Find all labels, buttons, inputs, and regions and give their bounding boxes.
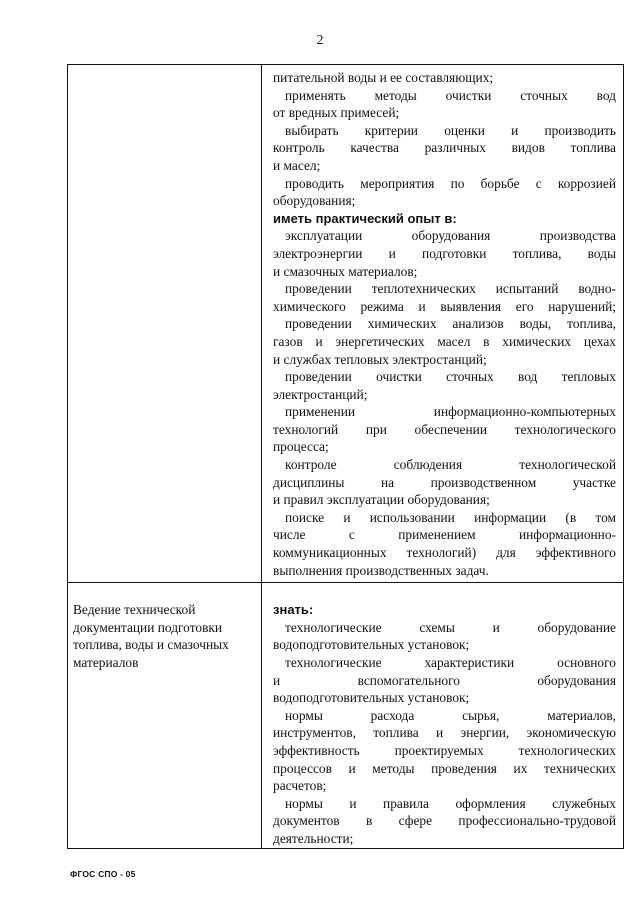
text-line: выбирать критерии оценки и производить <box>285 122 616 138</box>
row1-left-text <box>68 65 261 83</box>
row1-right-text <box>262 65 623 582</box>
section-heading: знать: <box>273 602 314 618</box>
text-line: дисциплины на производственном участке <box>273 474 616 490</box>
text-line: и правил эксплуатации оборудования; <box>273 492 490 508</box>
text-line: контроль качества различных видов топлива <box>273 140 616 156</box>
table-cell-right <box>262 583 624 848</box>
section-title-line: материалов <box>73 655 139 670</box>
text-line: и вспомогательного оборудования <box>273 672 616 688</box>
table-row <box>68 583 624 848</box>
text-line: технологические схемы и оборудование <box>285 619 616 635</box>
text-line: расчетов; <box>273 778 327 794</box>
text-line: технологические характеристики основного <box>285 655 616 670</box>
text-line: документов в сфере профессионально-трудовой <box>273 813 616 829</box>
text-line: водоподготовительных установок; <box>273 690 470 706</box>
text-line: оборудования; <box>273 193 356 209</box>
section-title-line: Ведение технической <box>73 602 196 618</box>
section-heading: иметь практический опыт в: <box>273 210 457 226</box>
row2-right-text <box>262 583 623 847</box>
table-row <box>68 65 624 583</box>
text-line: газов и энергетических масел в химических цехах <box>273 333 616 349</box>
text-line: электроэнергии и подготовки топлива, воды <box>273 245 616 261</box>
text-line: от вредных примесей; <box>273 105 400 121</box>
text-line: проводить мероприятия по борьбе с коррозией <box>285 175 616 191</box>
table-cell-right <box>262 65 624 583</box>
text-line: и службах тепловых электростанций; <box>273 351 487 367</box>
text-line: контроле соблюдения технологической <box>285 457 616 473</box>
text-line: водоподготовительных установок; <box>273 637 470 653</box>
text-line: проведении теплотехнических испытаний водно- <box>285 281 616 297</box>
section-title-line: топлива, воды и смазочных <box>73 637 229 653</box>
text-line: эффективность проектируемых технологических <box>273 742 616 758</box>
text-line: деятельности; <box>273 830 354 846</box>
text-line: и масел; <box>273 157 321 173</box>
text-line: нормы расхода сырья, материалов, <box>285 707 616 723</box>
text-line: электростанций; <box>273 386 368 402</box>
text-line: нормы и правила оформления служебных <box>285 795 616 811</box>
text-line: коммуникационных технологий) для эффективного <box>273 545 616 561</box>
text-line: инструментов, топлива и энергии, экономическую <box>273 725 616 741</box>
section-title <box>68 583 261 671</box>
text-line: проведении очистки сточных вод тепловых <box>285 369 616 385</box>
text-line: технологий при обеспечении технологического <box>273 421 616 437</box>
footer-code: ФГОС СПО - 05 <box>70 869 136 879</box>
text-line: проведении химических анализов воды, топлива, <box>285 316 616 332</box>
text-line: процесса; <box>273 439 329 455</box>
page-number: 2 <box>316 33 324 48</box>
text-line: химического режима и выявления его нарушений; <box>273 298 616 314</box>
text-line: числе с применением информационно- <box>273 527 616 543</box>
text-line: выполнения производственных задач. <box>273 562 489 578</box>
text-line: процессов и методы проведения их технических <box>273 760 616 776</box>
text-line: применении информационно-компьютерных <box>285 404 616 420</box>
text-line: питательной воды и ее составляющих; <box>273 70 494 85</box>
text-line: поиске и использовании информации (в том <box>285 509 616 525</box>
text-line: применять методы очистки сточных вод <box>285 87 616 103</box>
text-line: эксплуатации оборудования производства <box>285 228 616 244</box>
text-line: и смазочных материалов; <box>273 263 418 279</box>
section-title-line: документации подготовки <box>73 619 223 635</box>
table-cell-left <box>68 65 262 583</box>
table-cell-left <box>68 583 262 848</box>
competency-table <box>67 64 624 849</box>
